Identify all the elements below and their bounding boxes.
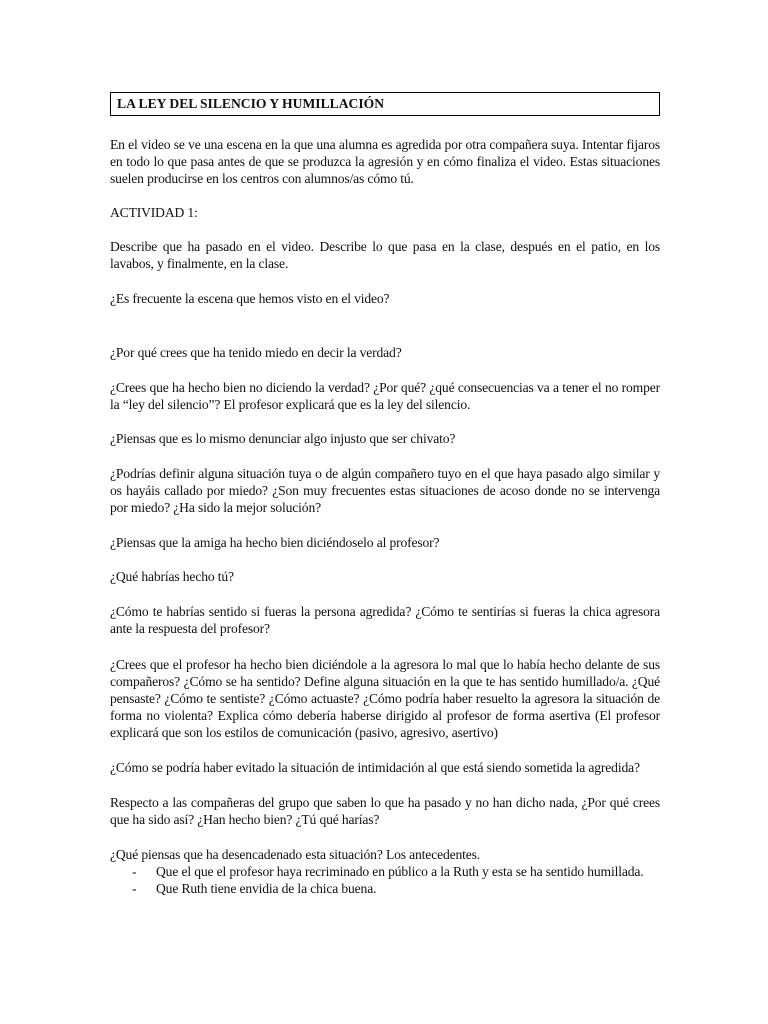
bullet-dash: - [132,864,137,879]
question-classmates: Respecto a las compañeras del grupo que saben lo que ha pasado y no han dicho nada, ¿Por qué crees que ha sido así? ¿Han hecho bien? ¿Tú qué harías? [110,795,660,827]
question-report: ¿Piensas que es lo mismo denunciar algo injusto que ser chivato? [110,431,456,446]
question-trigger: ¿Qué piensas que ha desencadenado esta situación? Los antecedentes. [110,847,481,862]
list-item [110,863,660,880]
question-silence: ¿Crees que ha hecho bien no diciendo la verdad? ¿Por qué? ¿qué consecuencias va a tener el no romper la “ley del silencio”? El profesor explicará que es la ley del silencio. [110,380,660,412]
question-describe: Describe que ha pasado en el video. Describe lo que pasa en la clase, después en el patio, en los lavabos, y finalmente, en la clase. [110,239,660,271]
question-fear: ¿Por qué crees que ha tenido miedo en decir la verdad? [110,345,402,360]
question-frequent: ¿Es frecuente la escena que hemos visto en el video? [110,291,390,306]
question-you: ¿Qué habrías hecho tú? [110,569,234,584]
document-title: LA LEY DEL SILENCIO Y HUMILLACIÓN [110,92,660,116]
intro-paragraph: En el video se ve una escena en la que una alumna es agredida por otra compañera suya. Intentar fijaros en todo lo que pasa antes de que se produzca la agresión y en cómo finaliza el video. Estas situaciones suelen producirse en los centros con alumnos/as cómo tú. [110,137,660,186]
activity-heading: ACTIVIDAD 1: [110,205,198,220]
list-item-text: Que Ruth tiene envidia de la chica buena. [156,881,377,896]
question-avoid: ¿Cómo se podría haber evitado la situación de intimidación al que está siendo sometida la agredida? [110,760,640,775]
list-item-text: Que el que el profesor haya recriminado en público a la Ruth y esta se ha sentido humillada. [156,864,644,879]
question-feel: ¿Cómo te habrías sentido si fueras la persona agredida? ¿Cómo te sentirías si fueras la chica agresora ante la respuesta del profesor? [110,604,660,636]
question-situation: ¿Podrías definir alguna situación tuya o de algún compañero tuyo en el que haya pasado algo similar y os hayáis callado por miedo? ¿Son muy frecuentes estas situaciones de acoso donde no se intervenga por miedo? ¿Ha sido la mejor solución? [110,466,660,515]
question-friend: ¿Piensas que la amiga ha hecho bien diciéndoselo al profesor? [110,535,440,550]
list-item [110,880,660,897]
document-content [110,92,660,897]
question-teacher: ¿Crees que el profesor ha hecho bien diciéndole a la agresora lo mal que lo había hecho delante de sus compañeros? ¿Cómo se ha sentido? Define alguna situación en la que te has sentido humillado/a. ¿Qué pensaste? ¿Cómo te sentiste? ¿Cómo actuaste? ¿Cómo podría haber resuelto la agresora la situación de forma no violenta? Explica cómo debería haberse dirigido al profesor de forma asertiva (El profesor explicará que son los estilos de comunicación (pasivo, agresivo, asertivo) [110,657,660,740]
antecedents-list [110,863,660,897]
bullet-dash: - [132,881,137,896]
